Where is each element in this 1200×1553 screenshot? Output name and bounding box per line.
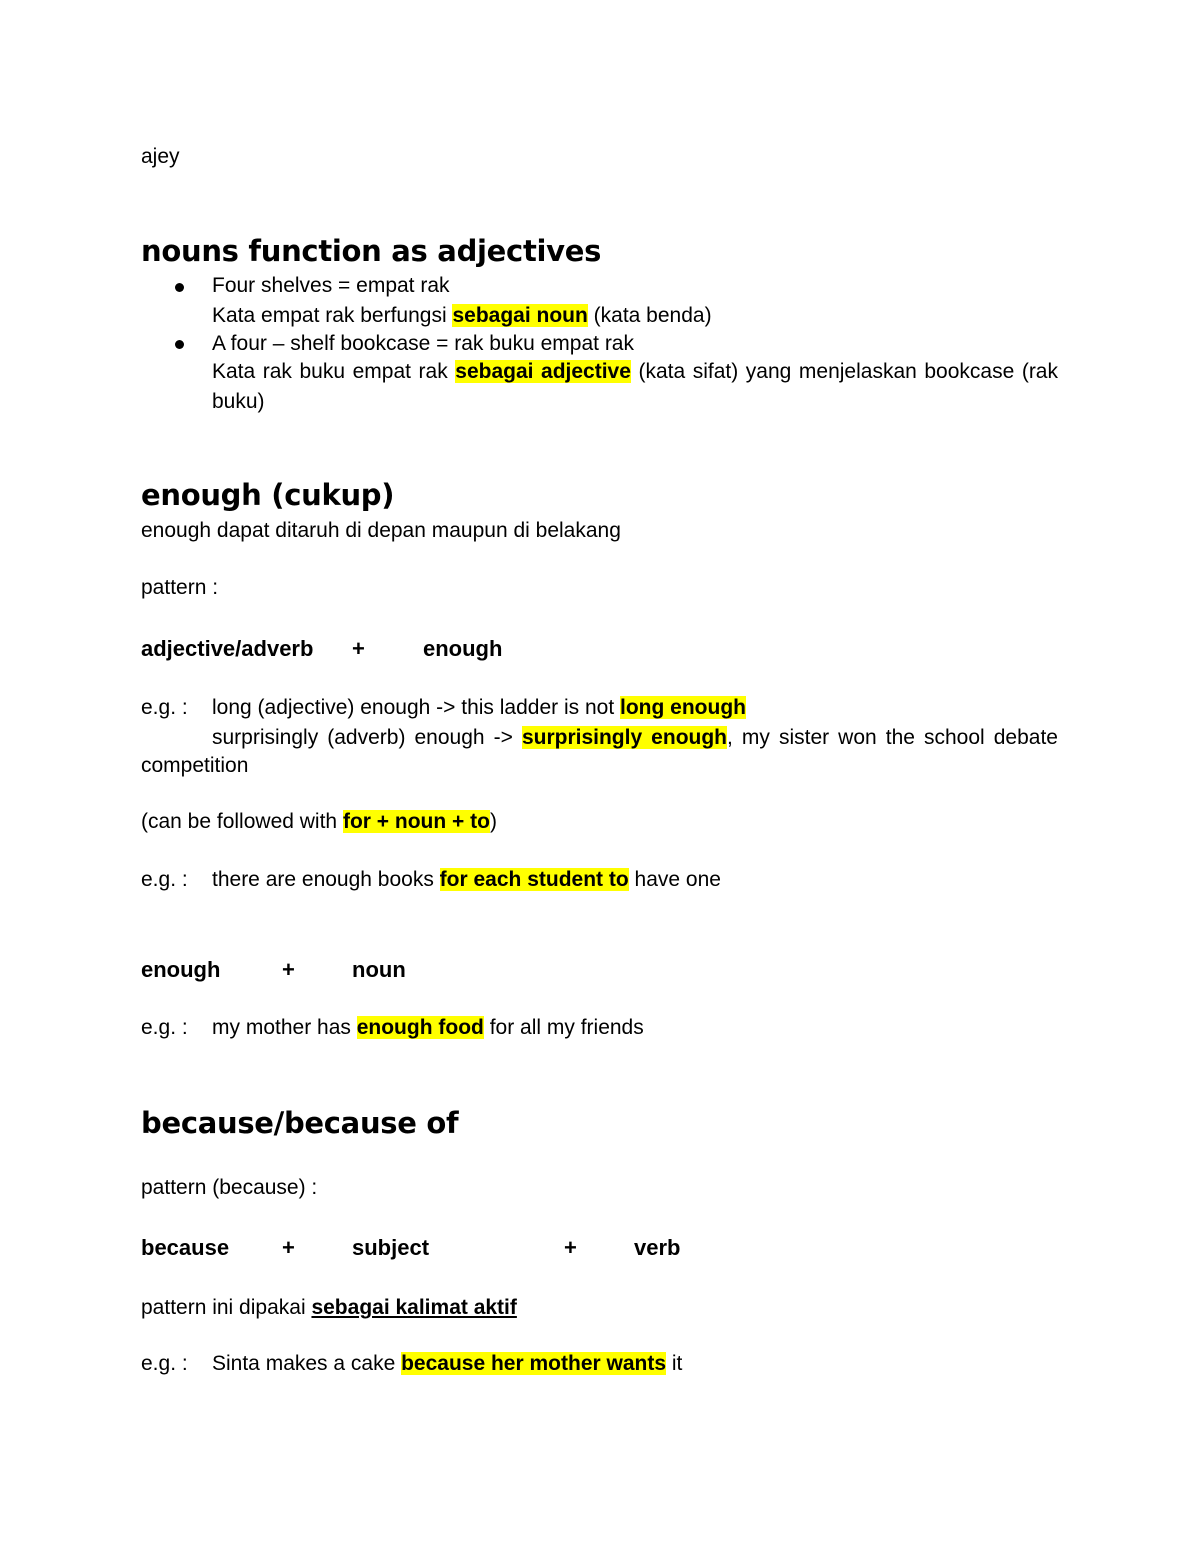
example-4: my mother has enough food for all my friends [212, 1016, 644, 1039]
pattern-term: verb [634, 1235, 681, 1260]
eg-label: e.g. : [141, 696, 188, 719]
pattern-label: pattern (because) : [141, 1176, 318, 1199]
enough-intro: enough dapat ditaruh di depan maupun di belakang [141, 519, 621, 542]
active-sentence-note: pattern ini dipakai sebagai kalimat aktif [141, 1296, 517, 1319]
section-title-nouns-as-adjectives: nouns function as adjectives [141, 234, 602, 268]
highlight: long enough [620, 696, 746, 719]
underlined-text: sebagai kalimat aktif [311, 1296, 517, 1319]
pattern-term: noun [352, 957, 406, 982]
eg-label: e.g. : [141, 1016, 188, 1039]
bullet-1-line-1: Four shelves = empat rak [212, 274, 450, 297]
section-title-enough: enough (cukup) [141, 478, 395, 512]
highlight: surprisingly enough [521, 726, 728, 749]
highlight: enough food [356, 1016, 484, 1039]
bullet-icon [175, 340, 184, 349]
pattern-plus: + [564, 1235, 577, 1260]
eg-label: e.g. : [141, 1352, 188, 1375]
pattern-plus: + [352, 636, 365, 661]
highlight: for + noun + to [342, 810, 490, 833]
example-3: there are enough books for each student to have one [212, 868, 721, 891]
highlight: sebagai noun [452, 304, 588, 327]
example-2: surprisingly (adverb) enough -> surprisingly enough, my sister won the school debate [212, 726, 1058, 749]
bullet-2-line-3: buku) [212, 390, 265, 413]
bullet-2-line-1: A four – shelf bookcase = rak buku empat rak [212, 332, 634, 355]
highlight: for each student to [439, 868, 629, 891]
highlight: because her mother wants [401, 1352, 667, 1375]
pattern-term: enough [141, 957, 221, 982]
bullet-1-line-2: Kata empat rak berfungsi sebagai noun (kata benda) [212, 304, 712, 327]
bullet-2-line-2: Kata rak buku empat rak sebagai adjective (kata sifat) yang menjelaskan bookcase (rak [212, 360, 1058, 383]
follow-note: (can be followed with for + noun + to) [141, 810, 497, 833]
pattern-plus: + [282, 957, 295, 982]
eg-label: e.g. : [141, 868, 188, 891]
example-2-continued: competition [141, 754, 249, 777]
example-1: long (adjective) enough -> this ladder is not long enough [212, 696, 746, 719]
pattern-term: because [141, 1235, 230, 1260]
pattern-term: enough [423, 636, 503, 661]
example-because: Sinta makes a cake because her mother wants it [212, 1352, 683, 1375]
pattern-term: adjective/adverb [141, 636, 314, 661]
pattern-label: pattern : [141, 576, 219, 599]
section-title-because: because/because of [141, 1106, 459, 1140]
highlight: sebagai adjective [455, 360, 631, 383]
bullet-icon [175, 283, 184, 292]
pattern-plus: + [282, 1235, 295, 1260]
pattern-term: subject [352, 1235, 430, 1260]
author-name: ajey [141, 145, 180, 168]
